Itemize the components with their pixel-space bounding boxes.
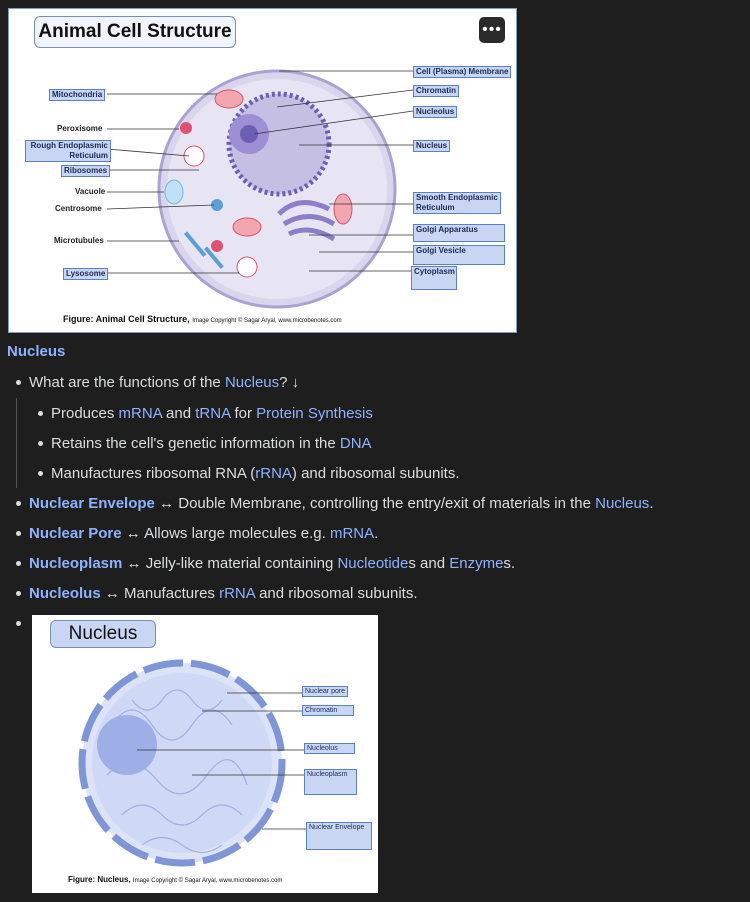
nucleus-link[interactable]: Nucleus — [595, 495, 650, 512]
more-options-button[interactable] — [479, 17, 505, 43]
label-nuclear-envelope: Nuclear Envelope — [306, 822, 372, 850]
label-rough-er: Rough Endoplasmic Reticulum — [25, 140, 111, 162]
label-nuclear-pore: Nuclear pore — [302, 686, 348, 697]
nuclear-envelope-link[interactable]: Nuclear Envelope — [29, 495, 155, 512]
nucleus-diagram — [32, 615, 378, 893]
bullet — [16, 591, 21, 596]
enzyme-link[interactable]: Enzyme — [449, 555, 504, 572]
label-chromatin: Chromatin — [302, 705, 354, 716]
animal-cell-figure — [8, 8, 517, 333]
bullet — [16, 380, 21, 385]
question-item: What are the functions of the Nucleus? ↓ — [29, 374, 300, 391]
label-smooth-er: Smooth Endoplasmic Reticulum — [413, 192, 501, 214]
label-microtubules: Microtubules — [54, 236, 104, 245]
bullet — [16, 531, 21, 536]
section-heading: Nucleus — [7, 343, 66, 360]
bullet — [38, 411, 43, 416]
label-cell-membrane: Cell (Plasma) Membrane — [413, 66, 511, 78]
indent-guide — [16, 398, 17, 488]
label-nucleolus: Nucleolus — [304, 743, 355, 754]
mrna-link[interactable]: mRNA — [118, 405, 162, 422]
item-nuclear-envelope: Nuclear Envelope ↔ Double Membrane, controlling the entry/exit of materials in the Nucleus. — [29, 495, 654, 512]
label-nucleus: Nucleus — [413, 140, 450, 152]
label-chromatin: Chromatin — [413, 85, 459, 97]
figure-title: Animal Cell Structure — [34, 16, 236, 48]
protein-synthesis-link[interactable]: Protein Synthesis — [256, 405, 373, 422]
item-nuclear-pore: Nuclear Pore ↔ Allows large molecules e.g. mRNA. — [29, 525, 379, 542]
label-golgi-vesicle: Golgi Vesicle — [413, 245, 505, 265]
nucleoplasm-link[interactable]: Nucleoplasm — [29, 555, 123, 572]
label-centrosome: Centrosome — [55, 204, 102, 213]
label-ribosomes: Ribosomes — [61, 165, 110, 177]
rrna-link[interactable]: rRNA — [255, 465, 292, 482]
bullet — [16, 501, 21, 506]
sub-item-3: Manufactures ribosomal RNA (rRNA) and ribosomal subunits. — [51, 465, 460, 482]
nucleotide-link[interactable]: Nucleotide — [337, 555, 409, 572]
label-peroxisome: Peroxisome — [57, 124, 103, 133]
nucleus-link[interactable]: Nucleus — [224, 374, 280, 391]
mrna-link[interactable]: mRNA — [329, 525, 375, 542]
label-mitochondria: Mitochondria — [49, 89, 105, 101]
nuclear-pore-link[interactable]: Nuclear Pore — [29, 525, 122, 542]
item-nucleoplasm: Nucleoplasm ↔ Jelly-like material containing Nucleotides and Enzymes. — [29, 555, 516, 572]
bullet — [16, 561, 21, 566]
figure2-title: Nucleus — [50, 620, 156, 648]
label-nucleoplasm: Nucleoplasm — [304, 769, 357, 795]
item-nucleolus: Nucleolus ↔ Manufactures rRNA and ribosomal subunits. — [29, 585, 418, 602]
label-nucleolus: Nucleolus — [413, 106, 457, 118]
figure2-caption: Figure: Nucleus, Image Copyright © Sagar Aryal, www.microbenotes.com — [68, 875, 283, 884]
dna-link[interactable]: DNA — [339, 435, 372, 452]
label-golgi-apparatus: Golgi Apparatus — [413, 224, 505, 242]
bullet — [38, 471, 43, 476]
sub-item-2: Retains the cell's genetic information in the DNA — [51, 435, 372, 452]
nucleus-figure — [32, 615, 378, 893]
more-horizontal-icon: ••• — [482, 21, 502, 38]
bullet — [16, 621, 21, 626]
sub-item-1: Produces mRNA and tRNA for Protein Synthesis — [51, 405, 373, 422]
rrna-link[interactable]: rRNA — [219, 585, 255, 602]
label-lysosome: Lysosome — [63, 268, 108, 280]
label-cytoplasm: Cytoplasm — [411, 266, 457, 290]
figure-caption: Figure: Animal Cell Structure, Image Copyright © Sagar Aryal, www.microbenotes.com — [63, 314, 342, 324]
bullet — [38, 441, 43, 446]
nucleolus-link[interactable]: Nucleolus — [29, 585, 101, 602]
label-vacuole: Vacuole — [75, 187, 106, 196]
trna-link[interactable]: tRNA — [195, 405, 231, 422]
